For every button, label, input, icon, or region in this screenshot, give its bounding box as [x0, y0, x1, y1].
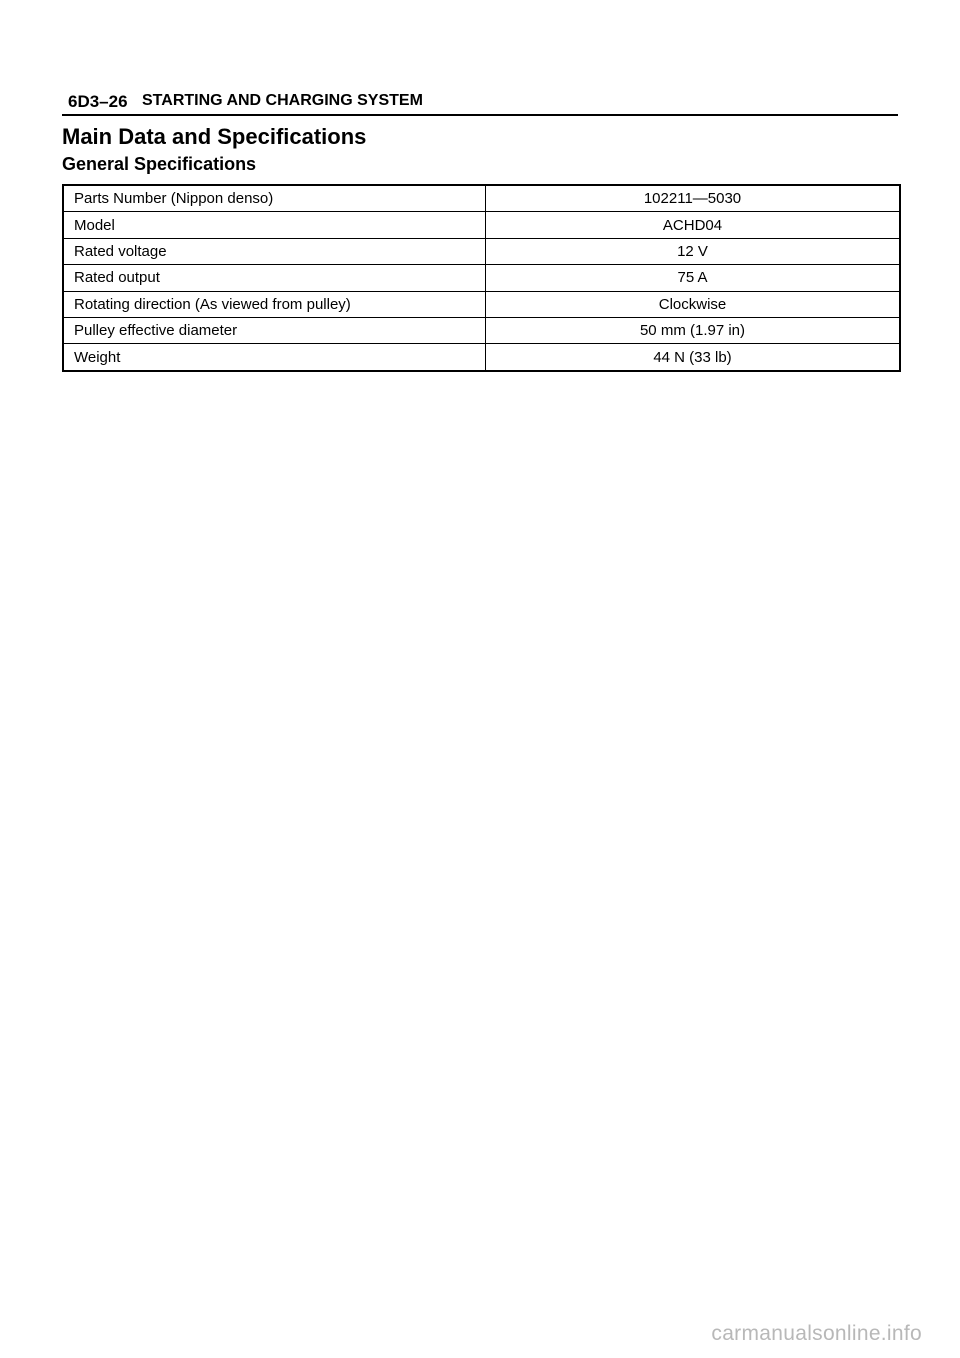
section-subtitle: General Specifications — [62, 154, 257, 174]
spec-label: Rotating direction (As viewed from pulley) — [63, 291, 486, 317]
spec-value: ACHD04 — [486, 212, 901, 238]
spec-label: Pulley effective diameter — [63, 317, 486, 343]
table-row — [63, 212, 900, 238]
table-row — [63, 185, 900, 212]
table-row — [63, 291, 900, 317]
section-title: STARTING AND CHARGING SYSTEM — [142, 92, 423, 109]
table-row — [63, 238, 900, 264]
spec-value: 102211—5030 — [486, 185, 901, 212]
spec-label: Model — [63, 212, 486, 238]
table-row — [63, 344, 900, 371]
table-row — [63, 317, 900, 343]
spec-value: 50 mm (1.97 in) — [486, 317, 901, 343]
watermark: carmanualsonline.info — [711, 1322, 922, 1345]
table-row — [63, 265, 900, 291]
spec-label: Parts Number (Nippon denso) — [63, 185, 486, 212]
spec-value: 12 V — [486, 238, 901, 264]
spec-label: Rated voltage — [63, 238, 486, 264]
spec-label: Rated output — [63, 265, 486, 291]
spec-value: 75 A — [486, 265, 901, 291]
page-title: Main Data and Specifications — [62, 124, 367, 149]
spec-value: Clockwise — [486, 291, 901, 317]
page-number: 6D3–26 — [68, 92, 128, 111]
spec-label: Weight — [63, 344, 486, 371]
specifications-table — [62, 184, 901, 372]
spec-value: 44 N (33 lb) — [486, 344, 901, 371]
page-header — [62, 88, 898, 116]
